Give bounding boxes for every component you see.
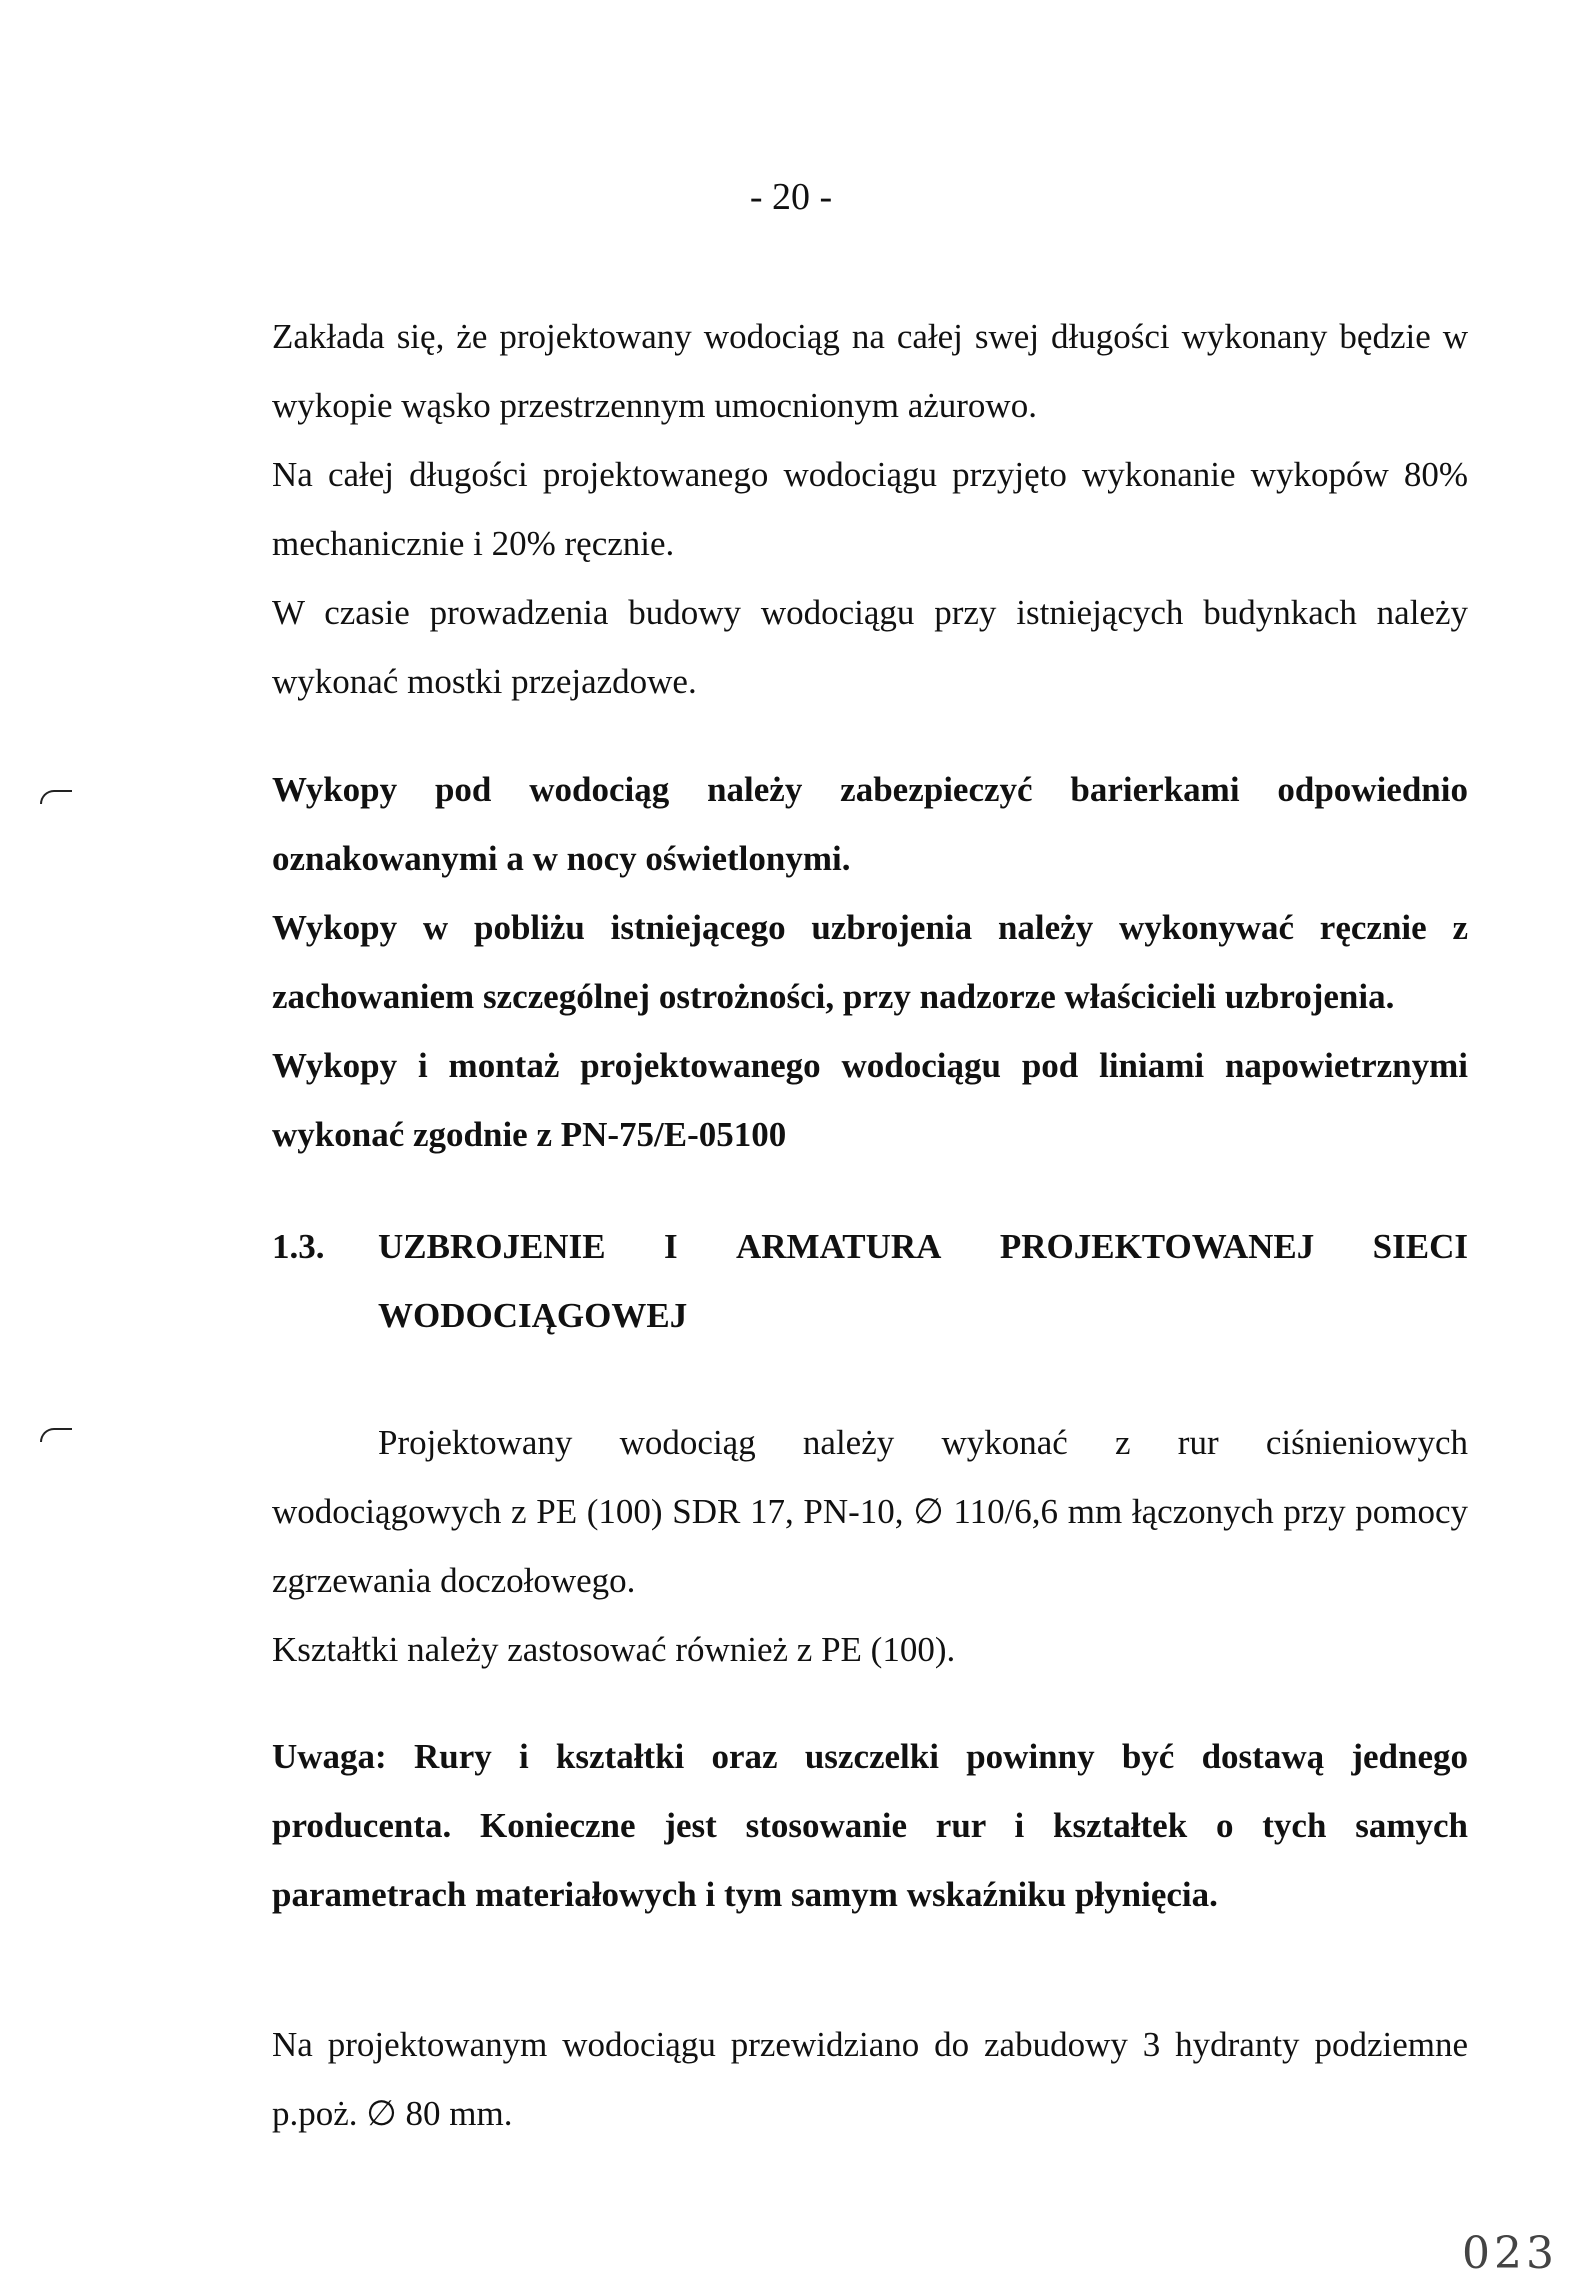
intro-line-3: W czasie prowadzenia budowy wodociągu przy istniejących budynkach należy wykonać mostki przejazdowe. [272, 593, 1468, 701]
heading-word-5: SIECI [1372, 1227, 1468, 1266]
section-heading [272, 1212, 1468, 1350]
hydrants-text: Na projektowanym wodociągu przewidziano do zabudowy 3 hydranty podziemne p.poż. ∅ 80 mm. [272, 2025, 1468, 2133]
pipes-line-1: Projektowany wodociąg należy wykonać z rur ciśnieniowych wodociągowych z PE (100) SDR 17, PN-10, ∅ 110/6,6 mm łączonych przy pomocy zgrzewania doczołowego. [272, 1423, 1468, 1600]
excavation-line-2: Wykopy w pobliżu istniejącego uzbrojenia należy wykonywać ręcznie z zachowaniem szczególnej ostrożności, przy nadzorze właścicieli uzbrojenia. [272, 908, 1468, 1016]
excavation-line-3: Wykopy i montaż projektowanego wodociągu pod liniami napowietrznymi wykonać zgodnie z PN-75/E-05100 [272, 1046, 1468, 1154]
intro-line-2: Na całej długości projektowanego wodociągu przyjęto wykonanie wykopów 80% mechanicznie i 20% ręcznie. [272, 455, 1468, 563]
heading-word-3: ARMATURA [736, 1227, 942, 1266]
hydrants-paragraph [272, 2010, 1468, 2148]
note-paragraph [272, 1722, 1468, 1929]
margin-mark-1 [40, 790, 72, 804]
intro-line-1: Zakłada się, że projektowany wodociąg na całej swej długości wykonany będzie w wykopie wąsko przestrzennym umocnionym ażurowo. [272, 317, 1468, 425]
intro-paragraph [272, 302, 1468, 716]
heading-number: 1.3. [272, 1227, 325, 1266]
page-number: - 20 - [749, 176, 833, 218]
pipes-line-2: Kształtki należy zastosować również z PE (100). [272, 1630, 956, 1669]
excavation-paragraph [272, 755, 1468, 1169]
heading-continuation: WODOCIĄGOWEJ [378, 1296, 688, 1335]
note-text: Uwaga: Rury i kształtki oraz uszczelki powinny być dostawą jednego producenta. Konieczne jest stosowanie rur i kształtek o tych samych parametrach materiałowych i tym samym wskaźniku płynięcia. [272, 1737, 1468, 1914]
heading-word-4: PROJEKTOWANEJ [999, 1227, 1315, 1266]
margin-mark-2 [40, 1428, 72, 1442]
heading-word-1: UZBROJENIE [378, 1227, 606, 1266]
page-stamp: 023 [1462, 2228, 1558, 2279]
excavation-line-1: Wykopy pod wodociąg należy zabezpieczyć barierkami odpowiednio oznakowanymi a w nocy oświetlonymi. [272, 770, 1468, 878]
heading-word-2: I [663, 1227, 678, 1266]
pipes-paragraph [272, 1408, 1468, 1684]
